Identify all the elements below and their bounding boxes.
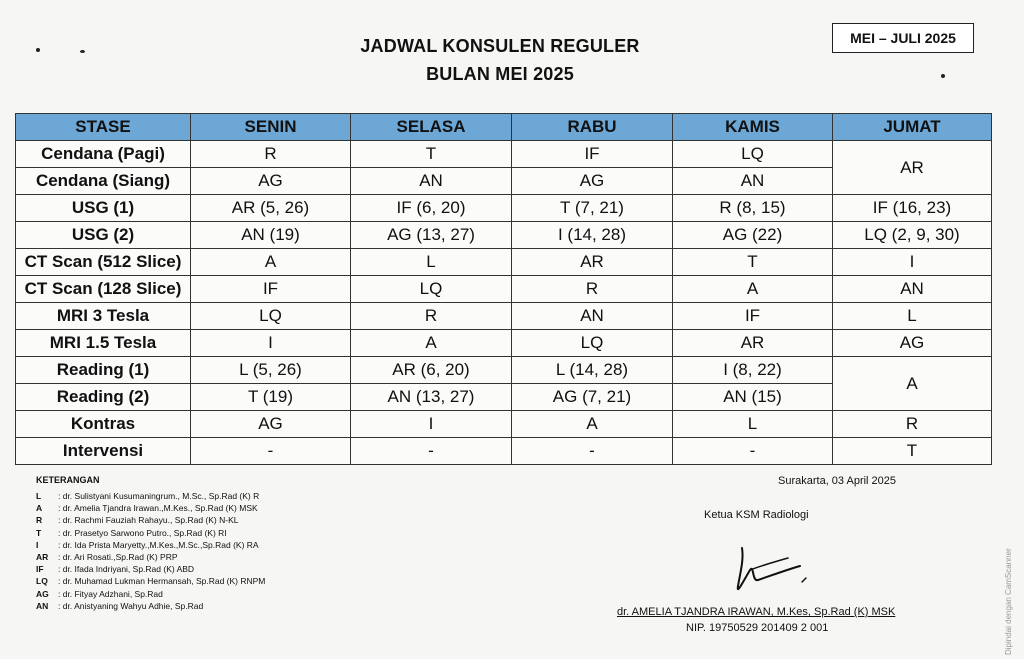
table-row: [16, 357, 992, 384]
senin-cell: AN (19): [191, 222, 351, 249]
kamis-cell: AG (22): [673, 222, 833, 249]
table-header-row: [16, 114, 992, 141]
table-row: [16, 411, 992, 438]
stase-cell: Reading (1): [16, 357, 191, 384]
column-header-kamis: KAMIS: [673, 114, 833, 141]
selasa-cell: AN: [351, 168, 512, 195]
legend-name: : dr. Ifada Indriyani, Sp.Rad (K) ABD: [58, 564, 195, 575]
stase-cell: USG (2): [16, 222, 191, 249]
legend-name: : dr. Fityay Adzhani, Sp.Rad: [58, 588, 163, 599]
schedule-table: [15, 113, 992, 465]
rabu-cell: A: [512, 411, 673, 438]
stase-cell: MRI 1.5 Tesla: [16, 330, 191, 357]
kamis-cell: AN: [673, 168, 833, 195]
legend-code: T: [36, 527, 42, 538]
jumat-cell: AN: [833, 276, 992, 303]
jumat-cell: T: [833, 438, 992, 465]
jumat-cell: IF (16, 23): [833, 195, 992, 222]
legend-item: [36, 502, 265, 514]
jumat-cell: R: [833, 411, 992, 438]
signer-nip: NIP. 19750529 201409 2 001: [686, 622, 829, 634]
kamis-cell: AR: [673, 330, 833, 357]
senin-cell: R: [191, 141, 351, 168]
legend-code: I: [36, 539, 39, 550]
rabu-cell: LQ: [512, 330, 673, 357]
legend-item: [36, 490, 265, 502]
kamis-cell: -: [673, 438, 833, 465]
senin-cell: IF: [191, 276, 351, 303]
rabu-cell: -: [512, 438, 673, 465]
legend-name: : dr. Anistyaning Wahyu Adhie, Sp.Rad: [58, 600, 204, 611]
kamis-cell: R (8, 15): [673, 195, 833, 222]
jumat-cell: AG: [833, 330, 992, 357]
legend-title: KETERANGAN: [36, 475, 100, 485]
legend-item: [36, 563, 265, 575]
stase-cell: CT Scan (128 Slice): [16, 276, 191, 303]
column-header-selasa: SELASA: [351, 114, 512, 141]
selasa-cell: L: [351, 249, 512, 276]
legend-item: [36, 527, 265, 539]
table-row: [16, 438, 992, 465]
signer-name: dr. AMELIA TJANDRA IRAWAN, M.Kes, Sp.Rad (K) MSK: [617, 606, 896, 618]
legend-code: A: [36, 503, 43, 514]
period-label: MEI – JULI 2025: [832, 23, 974, 53]
stase-cell: Cendana (Siang): [16, 168, 191, 195]
senin-cell: AR (5, 26): [191, 195, 351, 222]
rabu-cell: AG (7, 21): [512, 384, 673, 411]
kamis-cell: T: [673, 249, 833, 276]
stase-cell: Kontras: [16, 411, 191, 438]
senin-cell: AG: [191, 168, 351, 195]
table-row: [16, 195, 992, 222]
column-header-stase: STASE: [16, 114, 191, 141]
legend-name: : dr. Amelia Tjandra Irawan.,M.Kes., Sp.Rad (K) MSK: [58, 503, 258, 514]
legend-code: L: [36, 491, 42, 501]
legend-name: : dr. Muhamad Lukman Hermansah, Sp.Rad (K) RNPM: [58, 576, 266, 587]
rabu-cell: AR: [512, 249, 673, 276]
legend-item: [36, 539, 265, 551]
legend-item: [36, 551, 265, 563]
kamis-cell: I (8, 22): [673, 357, 833, 384]
column-header-senin: SENIN: [191, 114, 351, 141]
jumat-cell: A: [833, 357, 992, 411]
legend-name: : dr. Prasetyo Sarwono Putro., Sp.Rad (K) RI: [58, 527, 227, 538]
kamis-cell: AN (15): [673, 384, 833, 411]
legend-item: [36, 514, 265, 526]
selasa-cell: AG (13, 27): [351, 222, 512, 249]
selasa-cell: AN (13, 27): [351, 384, 512, 411]
table-row: [16, 303, 992, 330]
stase-cell: CT Scan (512 Slice): [16, 249, 191, 276]
kamis-cell: LQ: [673, 141, 833, 168]
legend-item: [36, 575, 265, 587]
stase-cell: Cendana (Pagi): [16, 141, 191, 168]
legend-item: [36, 588, 265, 600]
table-row: [16, 276, 992, 303]
place-date: Surakarta, 03 April 2025: [778, 475, 897, 487]
kamis-cell: L: [673, 411, 833, 438]
table-row: [16, 222, 992, 249]
selasa-cell: A: [351, 330, 512, 357]
scanner-watermark: Dipindai dengan CamScanner: [1004, 548, 1013, 655]
selasa-cell: I: [351, 411, 512, 438]
selasa-cell: LQ: [351, 276, 512, 303]
rabu-cell: AN: [512, 303, 673, 330]
jumat-cell: AR: [833, 141, 992, 195]
legend-code: LQ: [36, 576, 48, 587]
legend-code: AR: [36, 551, 49, 562]
table-row: [16, 330, 992, 357]
rabu-cell: L (14, 28): [512, 357, 673, 384]
legend-code: AN: [36, 600, 49, 611]
column-header-rabu: RABU: [512, 114, 673, 141]
legend-item: [36, 600, 265, 612]
legend-name: : dr. Ari Rosati.,Sp.Rad (K) PRP: [58, 551, 178, 562]
kamis-cell: A: [673, 276, 833, 303]
legend-list: [36, 490, 265, 612]
senin-cell: T (19): [191, 384, 351, 411]
selasa-cell: T: [351, 141, 512, 168]
document-subtitle: BULAN MEI 2025: [426, 64, 574, 84]
table-row: [16, 249, 992, 276]
selasa-cell: IF (6, 20): [351, 195, 512, 222]
legend-code: IF: [36, 564, 44, 575]
document-title: JADWAL KONSULEN REGULER: [360, 36, 640, 56]
stase-cell: Reading (2): [16, 384, 191, 411]
jumat-cell: I: [833, 249, 992, 276]
rabu-cell: IF: [512, 141, 673, 168]
rabu-cell: R: [512, 276, 673, 303]
table-row: [16, 141, 992, 168]
legend-code: AG: [36, 588, 49, 599]
selasa-cell: -: [351, 438, 512, 465]
rabu-cell: T (7, 21): [512, 195, 673, 222]
column-header-jumat: JUMAT: [833, 114, 992, 141]
handwritten-signature: [730, 540, 840, 610]
rabu-cell: I (14, 28): [512, 222, 673, 249]
selasa-cell: R: [351, 303, 512, 330]
legend-code: R: [36, 515, 43, 526]
signer-role: Ketua KSM Radiologi: [704, 509, 809, 521]
stase-cell: USG (1): [16, 195, 191, 222]
rabu-cell: AG: [512, 168, 673, 195]
senin-cell: -: [191, 438, 351, 465]
selasa-cell: AR (6, 20): [351, 357, 512, 384]
stase-cell: Intervensi: [16, 438, 191, 465]
senin-cell: L (5, 26): [191, 357, 351, 384]
kamis-cell: IF: [673, 303, 833, 330]
jumat-cell: LQ (2, 9, 30): [833, 222, 992, 249]
senin-cell: LQ: [191, 303, 351, 330]
legend-name: : dr. Rachmi Fauziah Rahayu., Sp.Rad (K) N-KL: [58, 515, 239, 526]
stase-cell: MRI 3 Tesla: [16, 303, 191, 330]
senin-cell: A: [191, 249, 351, 276]
senin-cell: AG: [191, 411, 351, 438]
legend-name: : dr. Sulistyani Kusumaningrum., M.Sc., Sp.Rad (K) R: [58, 491, 260, 501]
senin-cell: I: [191, 330, 351, 357]
legend-name: : dr. Ida Prista Maryetty.,M.Kes.,M.Sc.,Sp.Rad (K) RA: [58, 539, 259, 550]
jumat-cell: L: [833, 303, 992, 330]
